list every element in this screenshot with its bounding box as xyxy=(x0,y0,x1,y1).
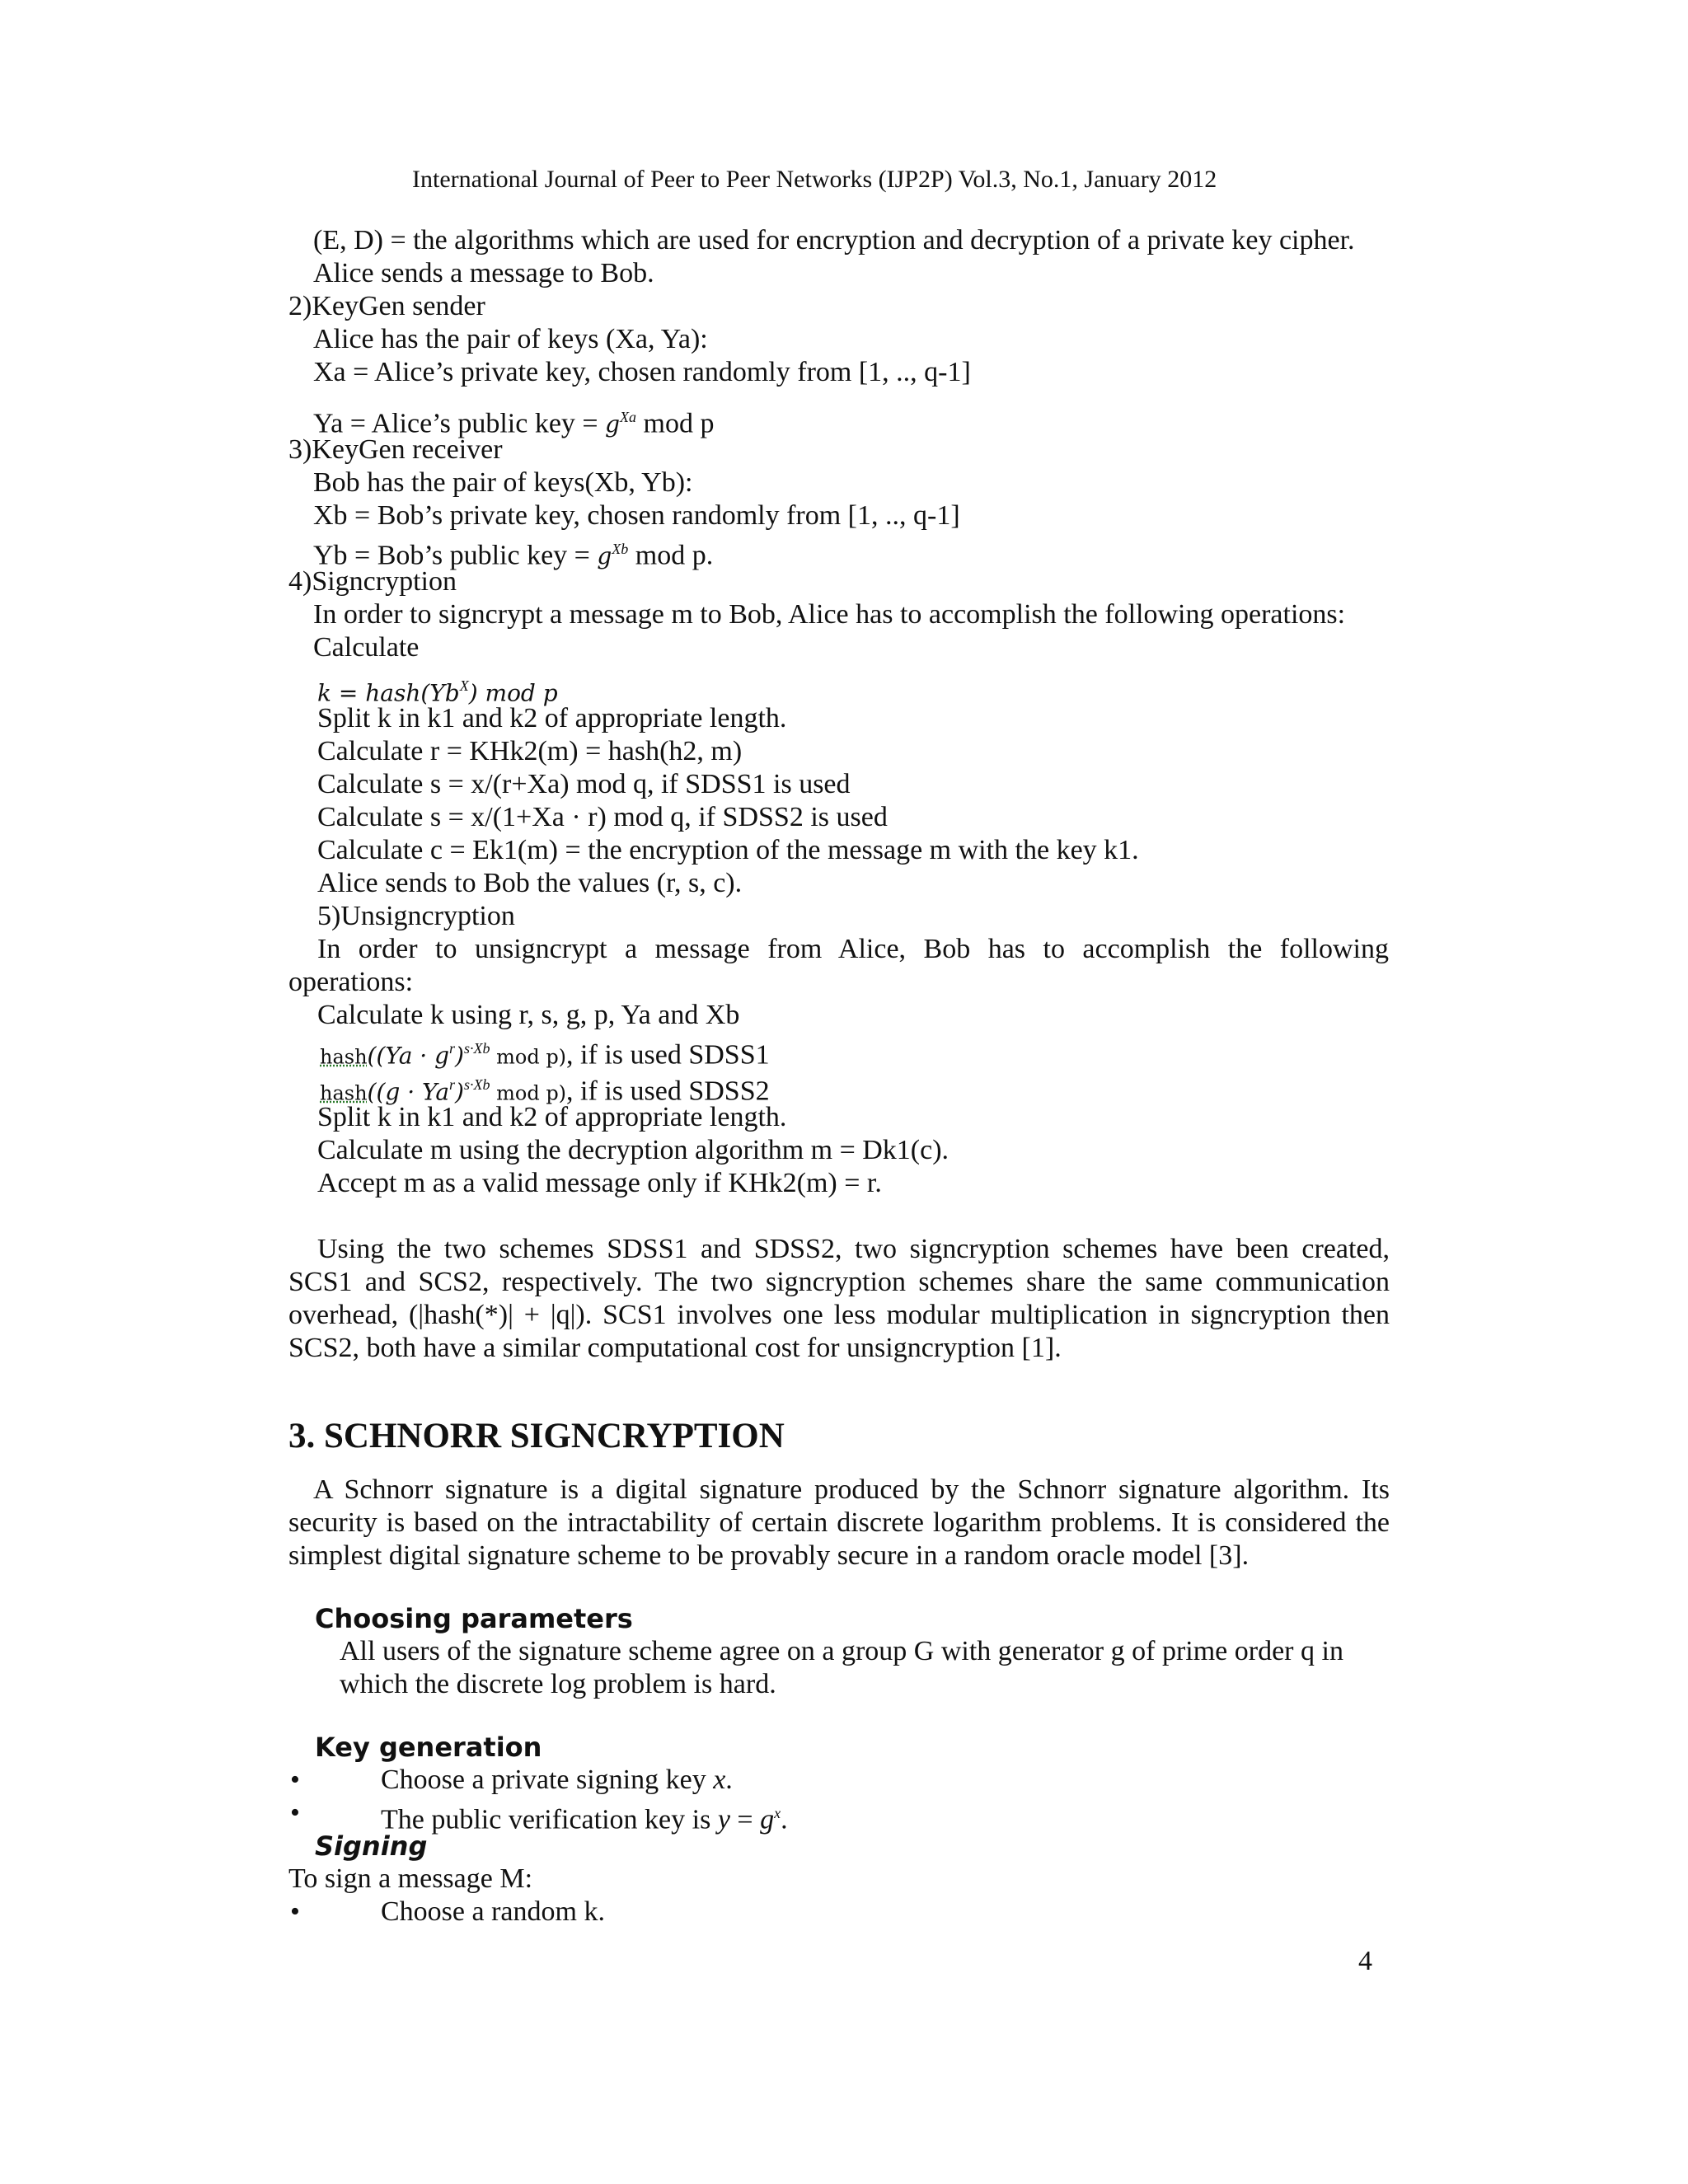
keygen-receiver-title: 3)KeyGen receiver xyxy=(288,434,503,465)
bob-public-key-exponent: Xb xyxy=(612,541,629,557)
keygen-bullet-1-var: x xyxy=(713,1765,726,1795)
section-3-para-line-3: simplest digital signature scheme to be provably secure in a random oracle model [3]. xyxy=(288,1540,1250,1571)
formula-k-suffix: ) mod p xyxy=(468,679,558,707)
keygen-receiver-line-3-text: Yb = Bob’s public key = xyxy=(313,540,598,571)
formula-1-body: ((Ya · g xyxy=(367,1042,450,1070)
keygen-bullet-1-end: . xyxy=(725,1765,733,1795)
signing-bullet-1: Choose a random k. xyxy=(381,1896,605,1927)
signcryption-step-6: Alice sends to Bob the values (r, s, c). xyxy=(317,868,743,898)
formula-2-tail: , if is used SDSS2 xyxy=(566,1076,770,1107)
intro-line-1: (E, D) = the algorithms which are used for encryption and decryption of a private key cipher. xyxy=(313,225,1355,255)
public-key-exponent: Xa xyxy=(620,409,637,425)
signcryption-step-4: Calculate s = x/(1+Xa · r) mod q, if SDSS2 is used xyxy=(317,802,888,832)
key-generation-heading: Key generation xyxy=(315,1732,542,1763)
keygen-bullet-2-var: y xyxy=(717,1804,730,1835)
keygen-bullet-2 xyxy=(381,1797,788,1836)
formula-1-sup-exp: s·Xb xyxy=(463,1040,490,1057)
bullet-keygen-2: • xyxy=(290,1797,300,1828)
signcryption-title: 4)Signcryption xyxy=(288,566,457,597)
running-header: International Journal of Peer to Peer Networks (IJP2P) Vol.3, No.1, January 2012 xyxy=(412,166,1217,193)
signcryption-line-2: Calculate xyxy=(313,632,420,663)
formula-2-sup-exp: s·Xb xyxy=(463,1076,490,1093)
keygen-bullet-1-text: Choose a private signing key xyxy=(381,1765,714,1795)
summary-line-2: SCS1 and SCS2, respectively. The two signcryption schemes share the same communication xyxy=(288,1267,1390,1297)
signcryption-line-1: In order to signcrypt a message m to Bob, Alice has to accomplish the following operations: xyxy=(313,599,1346,630)
formula-2-hash: hash xyxy=(320,1081,368,1105)
keygen-sender-line-3-mod: mod p xyxy=(636,408,715,439)
keygen-sender-title: 2)KeyGen sender xyxy=(288,291,485,321)
bob-public-key-base: g xyxy=(597,542,612,570)
page-number: 4 xyxy=(1358,1946,1372,1976)
signing-intro: To sign a message M: xyxy=(288,1863,533,1894)
formula-1-sup-r: r xyxy=(449,1040,456,1057)
formula-2-sup-r: r xyxy=(449,1076,456,1093)
formula-2-mod: mod p) xyxy=(490,1081,567,1105)
unsigncryption-formula-1 xyxy=(320,1032,770,1073)
keygen-receiver-line-1: Bob has the pair of keys(Xb, Yb): xyxy=(313,467,693,498)
keygen-bullet-2-text: The public verification key is xyxy=(381,1804,718,1835)
unsigncryption-step-1: Split k in k1 and k2 of appropriate length. xyxy=(317,1102,787,1132)
formula-1-tail: , if is used SDSS1 xyxy=(566,1039,770,1071)
bullet-signing-1: • xyxy=(290,1896,300,1927)
unsigncryption-step-3: Accept m as a valid message only if KHk2(m) = r. xyxy=(317,1168,882,1198)
keygen-sender-line-3-text: Ya = Alice’s public key = xyxy=(313,408,606,439)
unsigncryption-title: 5)Unsigncryption xyxy=(317,901,515,931)
public-key-base: g xyxy=(605,410,621,438)
intro-line-2: Alice sends a message to Bob. xyxy=(313,258,654,288)
summary-line-3: overhead, (|hash(*)| + |q|). SCS1 involves one less modular multiplication in signcryption then xyxy=(288,1300,1390,1330)
summary-line-1: Using the two schemes SDSS1 and SDSS2, two signcryption schemes have been created, xyxy=(317,1234,1390,1264)
formula-1-close: ) xyxy=(455,1042,464,1070)
keygen-receiver-line-3-mod: mod p. xyxy=(628,540,714,571)
keygen-sender-line-1: Alice has the pair of keys (Xa, Ya): xyxy=(313,324,708,354)
signcryption-step-1: Split k in k1 and k2 of appropriate length. xyxy=(317,703,787,733)
formula-2-close: ) xyxy=(455,1078,464,1106)
section-3-title: 3. SCHNORR SIGNCRYPTION xyxy=(288,1417,785,1455)
formula-1-hash: hash xyxy=(320,1045,368,1069)
formula-k-exponent: X xyxy=(459,677,469,694)
signcryption-step-2: Calculate r = KHk2(m) = hash(h2, m) xyxy=(317,736,743,766)
keygen-bullet-1 xyxy=(381,1764,733,1797)
bullet-keygen-1: • xyxy=(290,1765,300,1795)
signcryption-step-3: Calculate s = x/(r+Xa) mod q, if SDSS1 is used xyxy=(317,769,851,799)
formula-1-mod: mod p) xyxy=(490,1045,567,1069)
keygen-bullet-2-base: g xyxy=(760,1804,775,1835)
unsigncryption-step-2: Calculate m using the decryption algorithm m = Dk1(c). xyxy=(317,1135,950,1165)
unsigncryption-para-line-2: operations: xyxy=(288,967,414,997)
signcryption-step-5: Calculate c = Ek1(m) = the encryption of the message m with the key k1. xyxy=(317,835,1139,865)
section-3-para-line-2: security is based on the intractability of certain discrete logarithm problems. It is considered the xyxy=(288,1507,1390,1538)
section-3-para-line-1: A Schnorr signature is a digital signature produced by the Schnorr signature algorithm. Its xyxy=(313,1474,1390,1505)
keygen-receiver-line-2: Xb = Bob’s private key, chosen randomly from [1, .., q-1] xyxy=(313,500,960,531)
unsigncryption-calc: Calculate k using r, s, g, p, Ya and Xb xyxy=(317,1000,740,1030)
keygen-bullet-2-eq: = xyxy=(729,1804,761,1835)
unsigncryption-para-line-1: In order to unsigncrypt a message from Alice, Bob has to accomplish the following xyxy=(317,934,1389,964)
formula-k-prefix: k = hash(Yb xyxy=(317,679,460,707)
keygen-sender-line-2: Xa = Alice’s private key, chosen randomly from [1, .., q-1] xyxy=(313,357,971,387)
keygen-bullet-2-end: . xyxy=(781,1804,788,1835)
formula-2-body: ((g · Ya xyxy=(367,1078,450,1106)
choosing-parameters-line-1: All users of the signature scheme agree on a group G with generator g of prime order q in xyxy=(340,1636,1343,1666)
choosing-parameters-line-2: which the discrete log problem is hard. xyxy=(340,1669,776,1699)
signing-heading: Signing xyxy=(315,1830,428,1862)
choosing-parameters-heading: Choosing parameters xyxy=(315,1603,633,1634)
summary-line-4: SCS2, both have a similar computational cost for unsigncryption [1]. xyxy=(288,1333,1062,1363)
keygen-bullet-2-exp: x xyxy=(774,1805,781,1821)
